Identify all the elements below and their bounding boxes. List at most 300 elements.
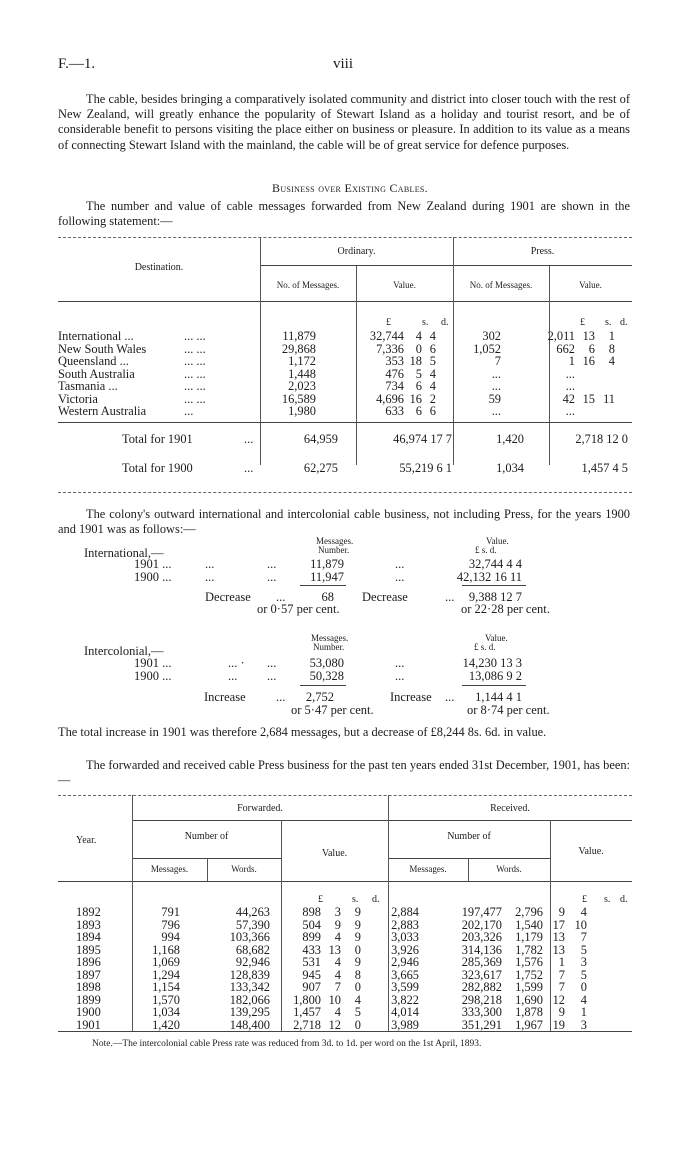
year: 1897 <box>76 967 101 982</box>
spacer <box>316 343 336 356</box>
forwarded-value-pence: 9 <box>354 955 361 969</box>
received-messages: 3,926 <box>391 942 419 957</box>
forwarded-value-pence: 0 <box>354 980 361 994</box>
number-header: Number. <box>318 545 350 555</box>
received-value-shillings: 9 <box>558 905 565 919</box>
forwarded-words: 148,400 <box>229 1017 270 1032</box>
spacer <box>58 956 76 969</box>
spacer <box>58 994 76 1007</box>
forwarded-messages-header: Messages. <box>150 864 189 874</box>
received-value-pence: 1 <box>580 1005 587 1019</box>
table-row <box>58 969 587 982</box>
spacer <box>361 931 371 944</box>
received-value-pounds: 1,752 <box>515 967 543 982</box>
press-intro: The forwarded and received cable Press business for the past ten years ended 31st December, 1901, has been:— <box>58 758 630 788</box>
leader-dots: ... <box>228 669 238 683</box>
ordinary-value-pence: 6 <box>429 404 436 418</box>
press-value-shillings <box>575 380 595 393</box>
footnote: Note.—The intercolonial cable Press rate was reduced from 3d. to 1d. per word on the 1st April, 1893. <box>92 1039 482 1049</box>
total-ordinary-messages: 62,275 <box>303 461 338 475</box>
received-words: 202,170 <box>461 917 502 932</box>
year: 1895 <box>76 942 101 957</box>
spacer <box>58 944 76 957</box>
spacer <box>316 380 336 393</box>
spacer <box>361 1019 371 1032</box>
forwarded-messages: 791 <box>161 905 180 919</box>
forwarded-messages: 1,034 <box>152 1005 180 1019</box>
received-words: 333,300 <box>461 1005 502 1019</box>
total-press-messages: 1,420 <box>496 432 524 446</box>
received-words: 203,326 <box>461 930 502 944</box>
spacer <box>361 944 371 957</box>
total-press-value: 1,457 4 5 <box>581 461 628 475</box>
received-words-header: Words. <box>496 864 522 874</box>
ordinary-messages: 1,172 <box>288 354 316 368</box>
press-value-shillings: 13 <box>582 329 595 343</box>
forwarded-words: 133,342 <box>229 980 270 994</box>
spacer <box>58 1006 76 1019</box>
forwarded-value-pounds: 1,457 <box>293 1005 321 1019</box>
currency-pence: d. <box>620 894 628 905</box>
received-messages: 2,883 <box>391 917 419 932</box>
press-messages: 59 <box>488 391 501 406</box>
ordinary-value-pounds: 4,696 <box>376 391 404 406</box>
total-ordinary-value: 55,219 6 1 <box>399 461 452 475</box>
currency-pence: d. <box>441 317 449 328</box>
year: 1898 <box>76 980 101 994</box>
press-value-pounds: ... <box>565 379 575 393</box>
forwarded-words: 44,263 <box>235 905 270 919</box>
received-value-pence: 7 <box>580 930 587 944</box>
table1-body <box>58 330 615 418</box>
ordinary-value-pounds: 7,336 <box>376 341 404 356</box>
messages-number: 53,080 <box>309 656 344 670</box>
forwarded-messages: 796 <box>161 917 180 932</box>
total-ordinary-messages: 64,959 <box>303 432 338 446</box>
forwarded-words: 139,295 <box>229 1005 270 1019</box>
ordinary-messages-header: No. of Messages. <box>276 280 340 290</box>
leader-dots: ... <box>244 432 254 446</box>
received-value-pounds: 1,782 <box>515 942 543 957</box>
leader-dots: ... <box>267 656 277 670</box>
received-value-header: Value. <box>578 846 604 857</box>
press-messages-header: No. of Messages. <box>469 280 533 290</box>
received-value-pounds: 1,179 <box>515 930 543 944</box>
spacer <box>361 1006 371 1019</box>
ordinary-header: Ordinary. <box>337 246 376 257</box>
section-title: Business over Existing Cables. <box>272 181 428 195</box>
ordinary-value-header: Value. <box>393 280 416 290</box>
press-value-shillings: 15 <box>582 391 595 406</box>
received-words: 314,136 <box>461 942 502 957</box>
leader-dots: ... <box>445 690 455 704</box>
received-value-pence: 3 <box>580 1017 587 1032</box>
messages-number: 11,947 <box>310 570 344 584</box>
leader-dots: ... <box>276 590 286 604</box>
messages-header: Messages. <box>316 536 354 546</box>
year: 1896 <box>76 955 101 969</box>
press-value-pounds: ... <box>565 404 575 418</box>
value-change-percent: or 22·28 per cent. <box>461 602 550 616</box>
spacer <box>316 355 336 368</box>
year: 1899 <box>76 992 101 1007</box>
press-value-header: Value. <box>579 280 602 290</box>
press-value-shillings <box>575 405 595 418</box>
spacer <box>501 405 531 418</box>
press-messages: ... <box>491 379 501 393</box>
year: 1900 <box>76 1005 101 1019</box>
ordinary-value-shillings: 16 <box>409 391 422 406</box>
press-value-pence: 1 <box>608 329 615 343</box>
leader-dots: ... <box>267 570 277 584</box>
leader-dots: ... <box>395 669 405 683</box>
received-messages: 3,989 <box>391 1017 419 1032</box>
leader-dots: ... <box>184 404 194 418</box>
spacer <box>58 981 76 994</box>
spacer <box>361 919 371 932</box>
forwarded-value-shillings: 4 <box>334 967 341 982</box>
forwarded-value-shillings: 12 <box>328 1017 341 1032</box>
value-header: Value. <box>486 536 509 546</box>
intro-paragraph: The cable, besides bringing a comparatively isolated community and district into closer touch with the rest of New Zealand, will greatly enhance the popularity of Stewart Island as a holiday and tourist resort, and be of considerable benefit to persons visiting the place either on business or pleasure. In addition to its value as a means of connecting Stewart Island with the mainland, the cable will be of great service for defence purposes. <box>58 92 630 152</box>
leader-dots: ... <box>205 557 215 571</box>
year: 1900 ... <box>134 669 172 683</box>
forwarded-value-pence: 5 <box>354 1005 361 1019</box>
press-header: Press. <box>530 246 555 257</box>
press-value-shillings: 16 <box>582 354 595 368</box>
press-value-pence <box>595 368 615 381</box>
table-row <box>58 944 587 957</box>
currency-shilling: s. <box>604 894 611 905</box>
table-row <box>58 368 615 381</box>
ordinary-value-shillings: 6 <box>415 379 422 393</box>
leader-dots: ... ... <box>184 391 206 406</box>
table2-body <box>58 906 587 1031</box>
press-value-pence: 11 <box>603 391 615 406</box>
leader-dots: ... <box>445 590 455 604</box>
spacer <box>58 1019 76 1032</box>
forwarded-value-pence: 0 <box>354 1017 361 1032</box>
spacer <box>361 994 371 1007</box>
change-label: Increase <box>204 690 246 704</box>
received-messages-header: Messages. <box>409 864 447 874</box>
received-value-shillings: 9 <box>558 1005 565 1019</box>
currency-pence: d. <box>372 894 380 905</box>
received-header: Received. <box>490 803 530 814</box>
destination-header: Destination. <box>134 262 184 273</box>
destination-name: Victoria <box>58 391 98 406</box>
leader-dots: ... ... <box>184 329 206 343</box>
press-value-pounds: 2,011 <box>547 329 575 343</box>
forwarded-messages: 1,154 <box>152 980 180 994</box>
ordinary-messages: 1,980 <box>288 404 316 418</box>
value-amount: 42,132 16 11 <box>456 570 522 584</box>
forwarded-words: 182,066 <box>229 992 270 1007</box>
value-amount: 32,744 4 4 <box>468 557 522 571</box>
destination-name: Queensland ... <box>58 354 129 368</box>
value-change-label: Increase <box>390 690 432 704</box>
table-row <box>58 405 615 418</box>
received-value-shillings: 17 <box>552 917 565 932</box>
ordinary-value-shillings: 6 <box>415 404 422 418</box>
total-label: Total for 1901 <box>122 432 193 446</box>
ordinary-value-pounds: 353 <box>385 354 404 368</box>
press-value-pence <box>595 405 615 418</box>
year: 1901 ... <box>134 557 172 571</box>
total-increase-text: The total increase in 1901 was therefore 2,684 messages, but a decrease of £8,244 8s. 6d. in value. <box>58 725 547 739</box>
forwarded-messages: 994 <box>161 930 180 944</box>
press-value-pounds: 42 <box>562 391 575 406</box>
year: 1892 <box>76 905 101 919</box>
forwarded-number-of: Number of <box>184 831 229 842</box>
received-value-pence: 5 <box>580 967 587 982</box>
currency-shilling: s. <box>422 317 429 328</box>
forwarded-messages: 1,069 <box>152 955 180 969</box>
forwarded-words: 103,366 <box>229 930 270 944</box>
destination-name: Tasmania ... <box>58 379 118 393</box>
value-amount: 13,086 9 2 <box>468 669 522 683</box>
press-messages: ... <box>491 366 501 381</box>
leader-dots: ... ... <box>184 366 206 381</box>
table-row <box>58 906 587 919</box>
currency-shilling: s. <box>605 317 612 328</box>
spacer <box>316 393 336 406</box>
spacer <box>501 380 531 393</box>
number-header: Number. <box>313 642 345 652</box>
received-value-pounds: 1,690 <box>515 992 543 1007</box>
total-label: Total for 1900 <box>122 461 193 475</box>
forwarded-words: 128,839 <box>229 967 270 982</box>
table-row <box>58 994 587 1007</box>
year: 1894 <box>76 930 101 944</box>
forwarded-value-pence: 9 <box>354 905 361 919</box>
received-value-pence: 0 <box>580 980 587 994</box>
press-value-pounds: 1 <box>568 354 575 368</box>
spacer <box>58 906 76 919</box>
forwarded-words: 68,682 <box>235 942 270 957</box>
spacer <box>316 330 336 343</box>
press-value-pence: 8 <box>608 341 615 356</box>
spacer <box>361 969 371 982</box>
change-percent: or 0·57 per cent. <box>257 602 340 616</box>
forwarded-words: 92,946 <box>235 955 270 969</box>
table-row <box>58 919 587 932</box>
page-number: viii <box>333 56 354 72</box>
year: 1893 <box>76 917 101 932</box>
table-row <box>58 981 587 994</box>
year: 1901 ... <box>134 656 172 670</box>
spacer <box>501 393 531 406</box>
leader-dots: ... ... <box>184 379 206 393</box>
currency-header: £ s. d. <box>474 642 496 652</box>
spacer <box>501 368 531 381</box>
received-value-pounds: 1,967 <box>515 1017 543 1032</box>
leader-dots: ... <box>205 570 215 584</box>
received-messages: 4,014 <box>391 1005 419 1019</box>
ordinary-messages: 2,023 <box>288 379 316 393</box>
leader-dots: ... <box>267 557 277 571</box>
received-words: 285,369 <box>461 955 502 969</box>
ordinary-value-pence: 6 <box>429 341 436 356</box>
year: 1900 ... <box>134 570 172 584</box>
ordinary-value-shillings: 5 <box>415 366 422 381</box>
forwarded-value-header: Value. <box>321 848 348 859</box>
destination-name: South Australia <box>58 366 135 381</box>
spacer <box>316 368 336 381</box>
press-messages: 1,052 <box>473 341 501 356</box>
forwarded-messages: 1,294 <box>152 967 180 982</box>
ordinary-value-pence: 4 <box>429 329 436 343</box>
press-value-pence <box>595 380 615 393</box>
year: 1901 <box>76 1017 101 1032</box>
received-value-shillings: 7 <box>558 967 565 982</box>
statement-intro: The number and value of cable messages forwarded from New Zealand during 1901 are shown in the following statement:— <box>58 199 630 229</box>
forwarded-value-shillings: 4 <box>334 955 341 969</box>
received-value-shillings: 13 <box>552 930 565 944</box>
page-reference: F.—1. <box>58 56 96 72</box>
received-value-pounds: 1,599 <box>515 980 543 994</box>
forwarded-value-pounds: 899 <box>302 930 321 944</box>
forwarded-value-pounds: 2,718 <box>293 1017 321 1032</box>
received-value-pence: 10 <box>574 917 587 932</box>
forwarded-value-pence: 9 <box>354 930 361 944</box>
forwarded-header: Forwarded. <box>237 803 283 814</box>
spacer <box>316 405 336 418</box>
forwarded-value-pounds: 945 <box>302 967 321 982</box>
change-label: Decrease <box>205 590 251 604</box>
spacer <box>501 355 531 368</box>
forwarded-value-pence: 9 <box>354 917 361 932</box>
value-change: 9,388 12 7 <box>468 590 522 604</box>
currency-pound: £ <box>582 894 587 905</box>
currency-shilling: s. <box>352 894 359 905</box>
messages-number: 11,879 <box>310 557 344 571</box>
forwarded-messages: 1,168 <box>152 942 180 957</box>
leader-dots: ... <box>276 690 286 704</box>
press-value-shillings: 6 <box>588 341 595 356</box>
table-row <box>58 330 615 343</box>
ordinary-messages: 16,589 <box>281 391 316 406</box>
received-value-pounds: 2,796 <box>515 905 543 919</box>
value-header: Value. <box>485 633 508 643</box>
leader-dots: ... <box>395 557 405 571</box>
received-number-of: Number of <box>447 831 491 842</box>
ordinary-value-shillings: 4 <box>415 329 422 343</box>
total-press-value: 2,718 12 0 <box>575 432 628 446</box>
ordinary-value-shillings: 0 <box>415 341 422 356</box>
forwarded-value-pounds: 433 <box>302 942 321 957</box>
received-value-pence: 4 <box>580 992 587 1007</box>
received-messages: 2,884 <box>391 905 419 919</box>
received-value-shillings: 19 <box>552 1017 565 1032</box>
forwarded-value-pence: 4 <box>354 992 361 1007</box>
forwarded-value-shillings: 7 <box>334 980 341 994</box>
received-value-shillings: 1 <box>558 955 565 969</box>
received-words: 298,218 <box>461 992 502 1007</box>
spacer <box>501 330 531 343</box>
spacer <box>361 956 371 969</box>
forwarded-value-shillings: 4 <box>334 930 341 944</box>
destination-name: New South Wales <box>58 341 147 356</box>
total-ordinary-value: 46,974 17 7 <box>393 432 452 446</box>
received-value-pence: 3 <box>580 955 587 969</box>
currency-pound: £ <box>386 317 391 328</box>
currency-pound: £ <box>580 317 585 328</box>
spacer <box>361 981 371 994</box>
press-messages: 302 <box>482 329 501 343</box>
received-words: 323,617 <box>461 967 502 982</box>
forwarded-value-shillings: 4 <box>334 1005 341 1019</box>
forwarded-value-shillings: 13 <box>328 942 341 957</box>
ordinary-value-pence: 5 <box>429 354 436 368</box>
messages-header: Messages. <box>311 633 349 643</box>
spacer <box>58 931 76 944</box>
forwarded-value-shillings: 10 <box>328 992 341 1007</box>
spacer <box>58 919 76 932</box>
forwarded-value-pounds: 1,800 <box>293 992 321 1007</box>
press-messages: 7 <box>494 354 501 368</box>
ordinary-value-pence: 4 <box>429 366 436 381</box>
ordinary-messages: 11,879 <box>282 329 316 343</box>
press-value-pence: 4 <box>608 354 615 368</box>
leader-dots: ... ... <box>184 354 206 368</box>
received-messages: 3,033 <box>391 930 419 944</box>
ordinary-value-pence: 2 <box>429 391 436 406</box>
received-value-pence: 5 <box>580 942 587 957</box>
received-value-shillings: 12 <box>552 992 565 1007</box>
change-percent: or 5·47 per cent. <box>291 703 374 717</box>
forwarded-value-shillings: 9 <box>334 917 341 932</box>
forwarded-value-pounds: 898 <box>302 905 321 919</box>
received-messages: 2,946 <box>391 955 419 969</box>
value-change-percent: or 8·74 per cent. <box>467 703 550 717</box>
destination-name: Western Australia <box>58 404 147 418</box>
value-change: 1,144 4 1 <box>475 690 522 704</box>
forwarded-value-pounds: 531 <box>302 955 321 969</box>
received-value-shillings: 13 <box>552 942 565 957</box>
received-messages: 3,822 <box>391 992 419 1007</box>
forwarded-value-shillings: 3 <box>334 905 341 919</box>
forwarded-value-pence: 8 <box>354 967 361 982</box>
table-row <box>58 343 615 356</box>
received-value-pounds: 1,576 <box>515 955 543 969</box>
spacer <box>58 969 76 982</box>
currency-pence: d. <box>620 317 628 328</box>
forwarded-value-pence: 0 <box>354 942 361 957</box>
table-row <box>58 380 615 393</box>
ordinary-value-shillings: 18 <box>409 354 422 368</box>
ordinary-value-pounds: 734 <box>385 379 404 393</box>
received-words: 351,291 <box>461 1017 502 1032</box>
received-value-pence: 4 <box>580 905 587 919</box>
table-row <box>58 931 587 944</box>
messages-number: 50,328 <box>309 669 344 683</box>
table-row <box>58 355 615 368</box>
leader-dots: ... <box>267 669 277 683</box>
ordinary-value-pence: 4 <box>429 379 436 393</box>
value-change-label: Decrease <box>362 590 408 604</box>
change-number: 68 <box>321 590 334 604</box>
forwarded-messages: 1,420 <box>152 1017 180 1032</box>
leader-dots: ... <box>244 461 254 475</box>
forwarded-words: 57,390 <box>235 917 270 932</box>
currency-header: £ s. d. <box>475 545 497 555</box>
ordinary-value-pounds: 476 <box>385 366 404 381</box>
table-row <box>58 1006 587 1019</box>
outward-intro: The colony's outward international and intercolonial cable business, not including Press, for the years 1900 and 1901 was as follows:— <box>58 507 630 537</box>
total-press-messages: 1,034 <box>496 461 524 475</box>
forwarded-words-header: Words. <box>231 864 257 874</box>
